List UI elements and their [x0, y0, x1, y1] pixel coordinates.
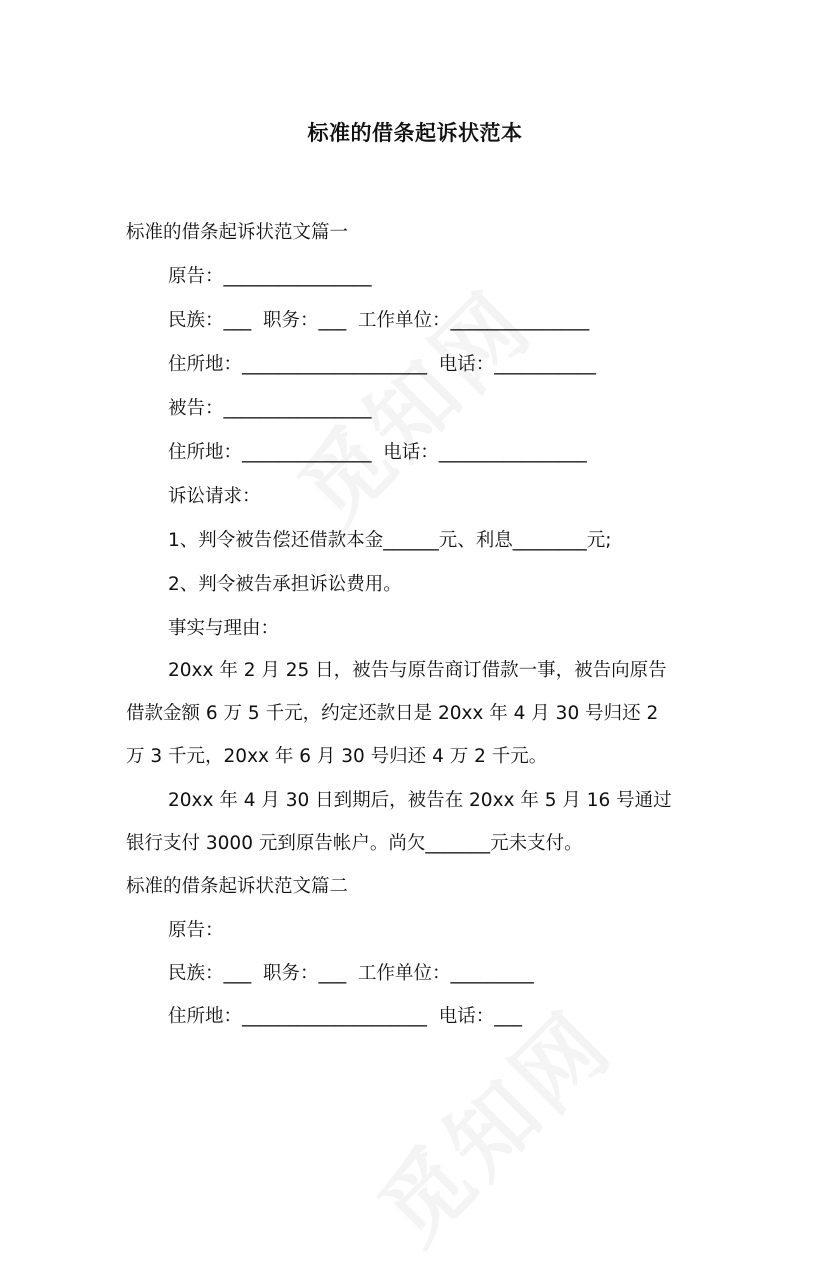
facts-label: 事实与理由： — [168, 618, 280, 639]
claim-item-1: 1、判令被告偿还借款本金______元、利息________元; — [168, 530, 612, 551]
paragraph-2-line-2: 银行支付 3000 元到原告帐户。尚欠_______元未支付。 — [126, 833, 583, 854]
plaintiff-address-line: 住所地：____________________ 电话：___________ — [168, 354, 597, 375]
plaintiff-line: 原告：________________ — [168, 266, 372, 287]
claims-label: 诉讼请求： — [168, 486, 261, 507]
page-title: 标准的借条起诉状范本 — [307, 121, 523, 145]
section2-plaintiff-details-line: 民族：___ 职务：___ 工作单位：_________ — [168, 963, 534, 984]
section2-plaintiff-address-line: 住所地：____________________ 电话：___ — [168, 1006, 523, 1027]
paragraph-1-line-1: 20xx 年 2 月 25 日，被告与原告商订借款一事，被告向原告 — [168, 660, 667, 681]
defendant-address-line: 住所地：______________ 电话：________________ — [168, 442, 587, 463]
section2-plaintiff-line: 原告： — [168, 920, 224, 941]
paragraph-1-line-3: 万 3 千元，20xx 年 6 月 30 号归还 4 万 2 千元。 — [126, 746, 548, 767]
paragraph-1-line-2: 借款金额 6 万 5 千元，约定还款日是 20xx 年 4 月 30 号归还 2 — [126, 703, 659, 724]
defendant-line: 被告：________________ — [168, 398, 372, 419]
section2-heading: 标准的借条起诉状范文篇二 — [126, 876, 349, 897]
claim-item-2: 2、判令被告承担诉讼费用。 — [168, 574, 402, 595]
section1-heading: 标准的借条起诉状范文篇一 — [126, 222, 349, 243]
paragraph-2-line-1: 20xx 年 4 月 30 日到期后，被告在 20xx 年 5 月 16 号通过 — [168, 790, 672, 811]
plaintiff-details-line: 民族：___ 职务：___ 工作单位：_______________ — [168, 310, 590, 331]
